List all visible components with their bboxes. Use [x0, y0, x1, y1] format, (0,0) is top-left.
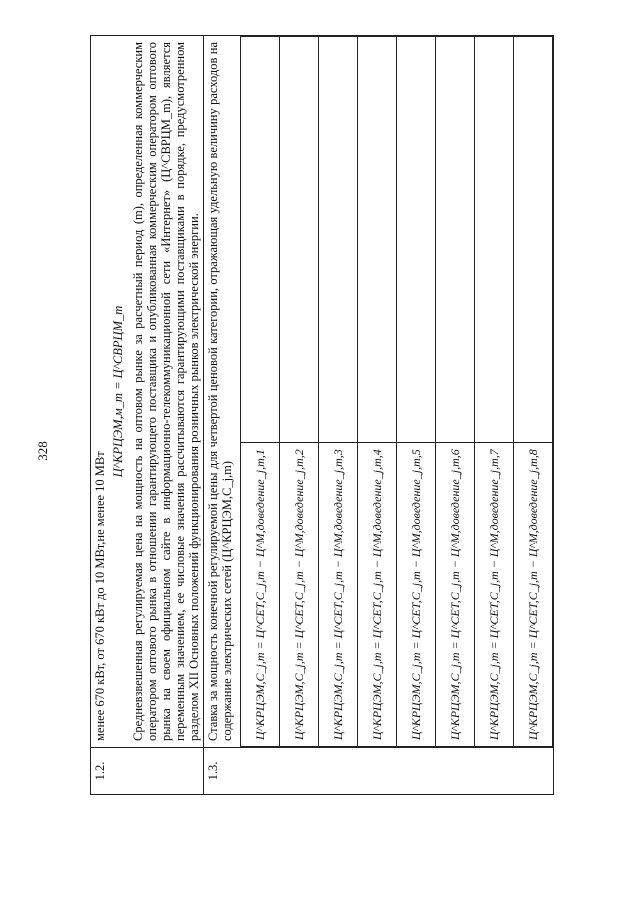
formula-row: [475, 37, 514, 747]
paragraph: Средневзвешенная регулируемая цена на мощность на оптовом рынке за расчетный период (m), определенная коммерческим оператором оптового рынка в отношении гарантирующего поставщика и опубликованная коммерческим оператором оптового рынка на своем официальном сайте в информационно-телекоммуникационной сети «Интернет» (Ц^СВРЦМ_m), является переменным значением, ее числовые значения рассчитываются гарантирующими поставщиками в порядке, предусмотренном разделом XII Основных положений функционирования розничных рынков электрической энергии.: [131, 42, 201, 741]
empty-cell: [475, 37, 514, 443]
formula: Ц^КРЦЭМ,С_j,m = Ц^СЕТ,С_j,m − Ц^М,доведение_j,m,4: [358, 443, 397, 747]
formula: Ц^КРЦЭМ,С_j,m = Ц^СЕТ,С_j,m − Ц^М,доведение_j,m,6: [436, 443, 475, 747]
formula-row: [514, 37, 553, 747]
formula-table: [240, 36, 553, 747]
empty-cell: [358, 37, 397, 443]
empty-cell: [280, 37, 319, 443]
paragraph: Ставка за мощность конечной регулируемой цены для четвертой ценовой категории, отражающая удельную величину расходов на содержание электрических сетей (Ц^КРЦЭМ,С_j,m): [206, 42, 234, 741]
formula-row: [436, 37, 475, 747]
formula: Ц^КРЦЭМ,С_j,m = Ц^СЕТ,С_j,m − Ц^М,доведение_j,m,3: [319, 443, 358, 747]
table-row: [204, 36, 554, 795]
row-heading: менее 670 кВт, от 670 кВт до 10 МВт,не менее 10 МВт: [93, 451, 107, 741]
formula: Ц^КРЦЭМ,С_j,m = Ц^СЕТ,С_j,m − Ц^М,доведение_j,m,8: [514, 443, 553, 747]
formula: Ц^КРЦЭМ,С_j,m = Ц^СЕТ,С_j,m − Ц^М,доведение_j,m,7: [475, 443, 514, 747]
empty-cell: [241, 37, 280, 443]
row-number: 1.2.: [91, 748, 204, 795]
formula: Ц^КРЦЭМ,С_j,m = Ц^СЕТ,С_j,m − Ц^М,доведение_j,m,2: [280, 443, 319, 747]
rotated-document: [90, 35, 610, 795]
formula-row: [358, 37, 397, 747]
formula-row: [241, 37, 280, 747]
table-row: [91, 36, 204, 795]
page-number: 328: [35, 441, 50, 461]
empty-cell: [397, 37, 436, 443]
formula-row: [280, 37, 319, 747]
formula-row: [397, 37, 436, 747]
tariff-table: [90, 35, 554, 795]
row-content: [204, 36, 554, 748]
row-number: 1.3.: [204, 748, 554, 795]
formula: Ц^КРЦЭМ,м_m = Ц^СВРЦМ_m: [111, 305, 125, 478]
empty-cell: [436, 37, 475, 443]
formula-row: [319, 37, 358, 747]
row-content: [91, 36, 204, 748]
empty-cell: [514, 37, 553, 443]
formula: Ц^КРЦЭМ,С_j,m = Ц^СЕТ,С_j,m − Ц^М,доведение_j,m,1: [241, 443, 280, 747]
formula: Ц^КРЦЭМ,С_j,m = Ц^СЕТ,С_j,m − Ц^М,доведение_j,m,5: [397, 443, 436, 747]
empty-cell: [319, 37, 358, 443]
